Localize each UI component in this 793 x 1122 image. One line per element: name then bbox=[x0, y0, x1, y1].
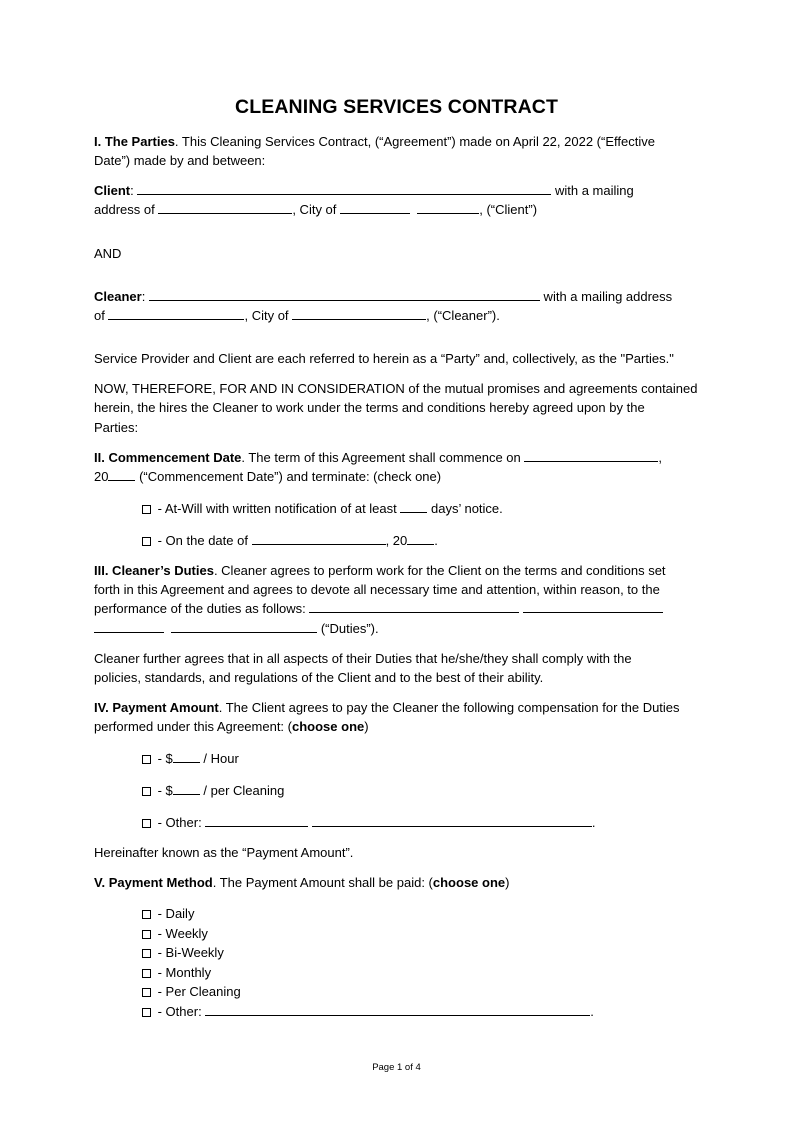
method-other-field[interactable] bbox=[205, 1004, 590, 1016]
duties-line-1: III. Cleaner’s Duties. Cleaner agrees to perform work for the Client on the terms and conditions set bbox=[94, 563, 666, 578]
cleaner-line-1: Cleaner: with a mailing address bbox=[94, 289, 673, 304]
party-definition: Service Provider and Client are each referred to herein as a “Party” and, collectively, as the "Parties." bbox=[94, 351, 674, 366]
option-end-date: - On the date of , 20 . bbox=[142, 531, 438, 550]
method-option-daily: - Daily bbox=[142, 904, 194, 923]
and-label: AND bbox=[94, 246, 122, 261]
method-option-weekly: - Weekly bbox=[142, 924, 208, 943]
client-state-field[interactable] bbox=[417, 202, 479, 214]
hourly-checkbox[interactable] bbox=[142, 755, 151, 764]
duties-field-1[interactable] bbox=[309, 601, 519, 613]
duties-further-2: policies, standards, and regulations of the Client and to the best of their ability. bbox=[94, 670, 544, 685]
method-choose-one: choose one bbox=[432, 875, 506, 890]
method-option-monthly: - Monthly bbox=[142, 963, 211, 982]
method-per-cleaning-checkbox[interactable] bbox=[142, 988, 151, 997]
payment-line-1: IV. Payment Amount. The Client agrees to pay the Cleaner the following compensation for the Duties bbox=[94, 700, 680, 715]
now-therefore-line-2: herein, the hires the Cleaner to work under the terms and conditions hereby agreed upon by the bbox=[94, 400, 645, 415]
payment-other-field-2[interactable] bbox=[312, 815, 592, 827]
method-other-checkbox[interactable] bbox=[142, 1008, 151, 1017]
client-address-field[interactable] bbox=[158, 202, 292, 214]
payment-other-checkbox[interactable] bbox=[142, 819, 151, 828]
client-line-1: Client: with a mailing bbox=[94, 183, 634, 198]
commencement-date-field[interactable] bbox=[524, 450, 658, 462]
option-payment-other: - Other: . bbox=[142, 813, 596, 832]
commencement-heading: II. Commencement Date bbox=[94, 450, 242, 465]
duties-field-4[interactable] bbox=[171, 621, 317, 633]
method-option-bi-weekly: - Bi-Weekly bbox=[142, 943, 224, 962]
end-year-field[interactable] bbox=[407, 533, 434, 545]
document-title: CLEANING SERVICES CONTRACT bbox=[235, 96, 558, 118]
cleaner-name-field[interactable] bbox=[149, 289, 540, 301]
client-label: Client bbox=[94, 183, 131, 198]
method-heading: V. Payment Method bbox=[94, 875, 213, 890]
per-cleaning-checkbox[interactable] bbox=[142, 787, 151, 796]
option-per-cleaning: - $ / per Cleaning bbox=[142, 781, 284, 800]
hereinafter-text: Hereinafter known as the “Payment Amount”. bbox=[94, 845, 354, 860]
notice-days-field[interactable] bbox=[400, 501, 427, 513]
parties-text: . This Cleaning Services Contract, (“Agreement”) made on April 22, 2022 (“Effective bbox=[174, 134, 655, 149]
end-date-field[interactable] bbox=[252, 533, 386, 545]
client-line-2: address of , City of , (“Client”) bbox=[94, 202, 538, 217]
payment-choose-one: choose one bbox=[292, 719, 365, 734]
end-date-checkbox[interactable] bbox=[142, 537, 151, 546]
method-option-other: - Other: . bbox=[142, 1002, 594, 1021]
payment-other-field-1[interactable] bbox=[205, 815, 308, 827]
cleaner-line-2: of , City of , (“Cleaner”). bbox=[94, 308, 500, 323]
weekly-checkbox[interactable] bbox=[142, 930, 151, 939]
bi-weekly-checkbox[interactable] bbox=[142, 949, 151, 958]
option-at-will: - At-Will with written notification of at least days’ notice. bbox=[142, 499, 503, 518]
parties-heading: I. The Parties bbox=[94, 134, 175, 149]
cleaner-address-field[interactable] bbox=[108, 308, 244, 320]
duties-heading: III. Cleaner’s Duties bbox=[94, 563, 214, 578]
now-therefore-line-1: NOW, THEREFORE, FOR AND IN CONSIDERATION of the mutual promises and agreements contained bbox=[94, 381, 698, 396]
commencement-line-1: II. Commencement Date. The term of this Agreement shall commence on , bbox=[94, 450, 663, 465]
parties-line-2: Date”) made by and between: bbox=[94, 153, 266, 168]
option-hourly: - $ / Hour bbox=[142, 749, 239, 768]
at-will-checkbox[interactable] bbox=[142, 505, 151, 514]
duties-line-4: (“Duties”). bbox=[94, 619, 379, 638]
client-city-field[interactable] bbox=[340, 202, 410, 214]
hourly-rate-field[interactable] bbox=[173, 751, 200, 763]
commencement-line-2: 20 (“Commencement Date”) and terminate: (check one) bbox=[94, 469, 442, 484]
daily-checkbox[interactable] bbox=[142, 910, 151, 919]
method-line: V. Payment Method. The Payment Amount shall be paid: (choose one) bbox=[94, 875, 510, 890]
cleaner-label: Cleaner bbox=[94, 289, 142, 304]
duties-field-2[interactable] bbox=[523, 601, 663, 613]
monthly-checkbox[interactable] bbox=[142, 969, 151, 978]
client-name-field[interactable] bbox=[137, 183, 551, 195]
payment-heading: IV. Payment Amount bbox=[94, 700, 219, 715]
parties-line-1 bbox=[94, 132, 655, 151]
duties-further-1: Cleaner further agrees that in all aspects of their Duties that he/she/they shall comply with the bbox=[94, 651, 632, 666]
duties-field-3[interactable] bbox=[94, 621, 164, 633]
duties-line-2: forth in this Agreement and agrees to devote all necessary time and attention, within reason, to the bbox=[94, 582, 660, 597]
method-option-per-cleaning: - Per Cleaning bbox=[142, 982, 241, 1001]
now-therefore-line-3: Parties: bbox=[94, 420, 139, 435]
commencement-year-field[interactable] bbox=[108, 469, 135, 481]
payment-line-2: performed under this Agreement: (choose one) bbox=[94, 719, 369, 734]
page-number: Page 1 of 4 bbox=[372, 1062, 421, 1073]
per-cleaning-rate-field[interactable] bbox=[173, 783, 200, 795]
cleaner-city-field[interactable] bbox=[292, 308, 426, 320]
duties-line-3: performance of the duties as follows: bbox=[94, 599, 663, 618]
